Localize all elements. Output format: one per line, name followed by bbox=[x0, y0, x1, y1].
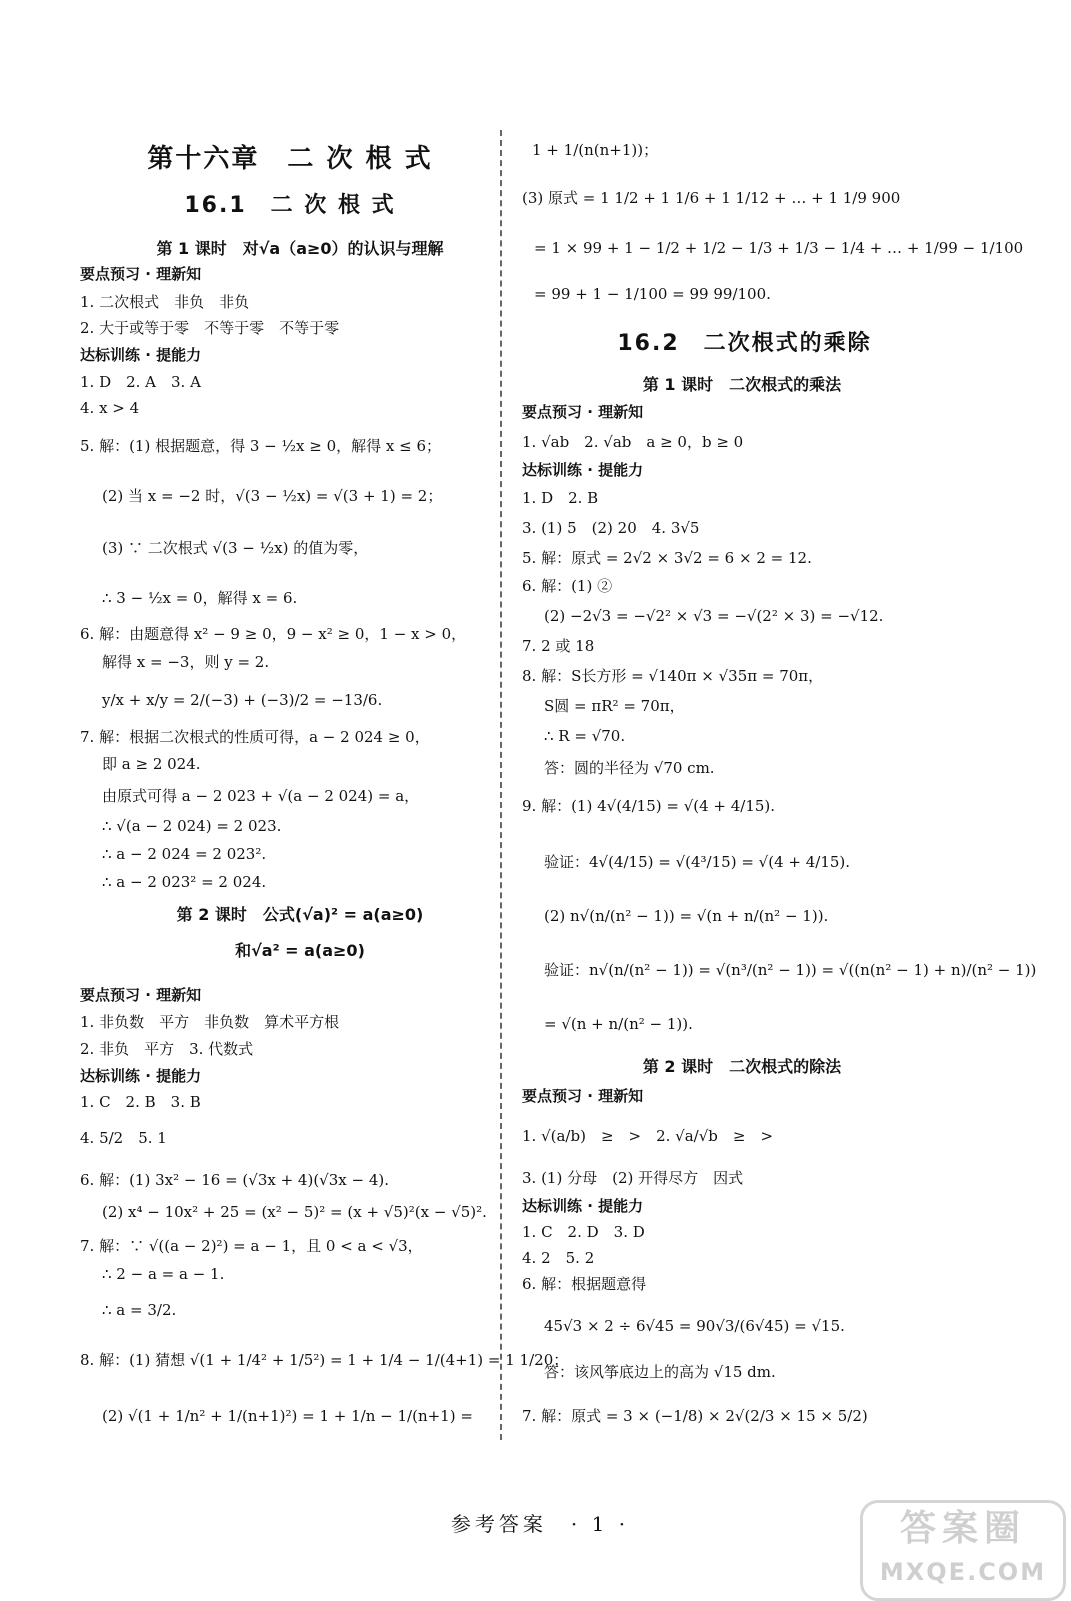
lesson3-answer-7: 7. 2 或 18 bbox=[522, 637, 595, 655]
lesson2-answer-8-line6: = 99 + 1 − 1/100 = 99 99/100. bbox=[534, 285, 771, 303]
lesson1-answer-5-line2: (2) 当 x = −2 时，√(3 − ½x) = √(3 + 1) = 2； bbox=[102, 487, 443, 505]
lesson4-answer-1-3: 1. C 2. D 3. D bbox=[522, 1223, 645, 1241]
lesson1-answer-6-line1: 6. 解：由题意得 x² − 9 ≥ 0，9 − x² ≥ 0，1 − x > 0， bbox=[80, 625, 467, 643]
lesson2-title-line2: 和√a² = a(a≥0) bbox=[235, 941, 365, 960]
lesson1-answer-5-line1: 5. 解：(1) 根据题意，得 3 − ½x ≥ 0，解得 x ≤ 6； bbox=[80, 437, 442, 455]
lesson2-preview-2: 2. 非负 平方 3. 代数式 bbox=[80, 1040, 254, 1058]
lesson1-answer-7-line4: ∴ √(a − 2 024) = 2 023. bbox=[102, 817, 282, 835]
lesson3-answer-9-line3: (2) n√(n/(n² − 1)) = √(n + n/(n² − 1)). bbox=[544, 907, 829, 925]
lesson1-answer-1-3: 1. D 2. A 3. A bbox=[80, 373, 201, 391]
watermark-logo bbox=[860, 1500, 1066, 1601]
lesson2-answer-8-line4: (3) 原式 = 1 1/2 + 1 1/6 + 1 1/12 + … + 1 1/9 900 bbox=[522, 189, 901, 207]
lesson3-answer-6-line1: 6. 解：(1) ② bbox=[522, 577, 613, 595]
lesson4-answer-7: 7. 解：原式 = 3 × (−1/8) × 2√(2/3 × 15 × 5/2) bbox=[522, 1407, 868, 1425]
lesson2-preview-heading: 要点预习 · 理新知 bbox=[80, 986, 202, 1004]
lesson2-answer-6-line2: (2) x⁴ − 10x² + 25 = (x² − 5)² = (x + √5)²(x − √5)². bbox=[102, 1203, 487, 1221]
lesson3-answer-9-line1: 9. 解：(1) 4√(4/15) = √(4 + 4/15). bbox=[522, 797, 776, 815]
section-title-16-2: 16.2 二次根式的乘除 bbox=[617, 331, 872, 356]
watermark-text-top: 答案圈 bbox=[899, 1508, 1026, 1549]
lesson3-answer-8-line3: ∴ R = √70. bbox=[544, 727, 626, 745]
lesson1-answer-5-line4: ∴ 3 − ½x = 0，解得 x = 6. bbox=[102, 589, 298, 607]
lesson3-title: 第 1 课时 二次根式的乘法 bbox=[642, 375, 842, 394]
lesson1-answer-7-line6: ∴ a − 2 023² = 2 024. bbox=[102, 873, 267, 891]
lesson1-answer-7-line2: 即 a ≥ 2 024. bbox=[102, 755, 201, 773]
lesson1-answer-7-line3: 由原式可得 a − 2 023 + √(a − 2 024) = a， bbox=[102, 787, 420, 805]
lesson4-answer-6-line1: 6. 解：根据题意得 bbox=[522, 1275, 647, 1293]
watermark-text-bottom: MXQE.COM bbox=[879, 1558, 1047, 1586]
lesson1-train-heading: 达标训练 · 提能力 bbox=[80, 346, 202, 364]
lesson4-answer-6-line3: 答：该风筝底边上的高为 √15 dm. bbox=[544, 1363, 776, 1381]
page-footer: 参考答案 · 1 · bbox=[450, 1512, 630, 1536]
lesson3-answer-9-line5: = √(n + n/(n² − 1)). bbox=[544, 1015, 693, 1033]
lesson1-preview-1: 1. 二次根式 非负 非负 bbox=[80, 293, 250, 311]
lesson4-preview-3: 3. (1) 分母 (2) 开得尽方 因式 bbox=[522, 1169, 744, 1187]
lesson1-preview-heading: 要点预习 · 理新知 bbox=[80, 265, 202, 283]
lesson3-answer-8-line1: 8. 解：S长方形 = √140π × √35π = 70π， bbox=[522, 667, 824, 685]
column-divider bbox=[500, 130, 502, 1440]
lesson2-answer-8-line1: 8. 解：(1) 猜想 √(1 + 1/4² + 1/5²) = 1 + 1/4 − 1/(4+1) = 1 1/20； bbox=[80, 1351, 569, 1369]
lesson3-preview-1: 1. √ab 2. √ab a ≥ 0，b ≥ 0 bbox=[522, 433, 744, 451]
lesson4-preview-heading: 要点预习 · 理新知 bbox=[522, 1087, 644, 1105]
lesson3-answer-8-line2: S圆 = πR² = 70π， bbox=[544, 697, 685, 715]
lesson3-answer-3-4: 3. (1) 5 (2) 20 4. 3√5 bbox=[522, 519, 700, 537]
lesson1-answer-4: 4. x > 4 bbox=[80, 399, 140, 417]
lesson2-answer-4-5: 4. 5/2 5. 1 bbox=[80, 1129, 167, 1147]
lesson2-answer-1-3: 1. C 2. B 3. B bbox=[80, 1093, 201, 1111]
lesson1-answer-5-line3: (3) ∵ 二次根式 √(3 − ½x) 的值为零， bbox=[102, 539, 369, 557]
lesson4-answer-6-line2: 45√3 × 2 ÷ 6√45 = 90√3/(6√45) = √15. bbox=[544, 1317, 845, 1335]
lesson3-answer-9-line4: 验证：n√(n/(n² − 1)) = √(n³/(n² − 1)) = √((n(n² − 1) + n)/(n² − 1)) bbox=[544, 961, 1037, 979]
lesson2-answer-7-line2: ∴ 2 − a = a − 1. bbox=[102, 1265, 225, 1283]
lesson3-train-heading: 达标训练 · 提能力 bbox=[522, 461, 644, 479]
lesson4-title: 第 2 课时 二次根式的除法 bbox=[642, 1057, 842, 1076]
lesson1-preview-2: 2. 大于或等于零 不等于零 不等于零 bbox=[80, 319, 340, 337]
lesson3-answer-9-line2: 验证：4√(4/15) = √(4³/15) = √(4 + 4/15). bbox=[544, 853, 851, 871]
lesson2-answer-8-line5: = 1 × 99 + 1 − 1/2 + 1/2 − 1/3 + 1/3 − 1/4 + … + 1/99 − 1/100 bbox=[534, 239, 1024, 257]
lesson2-answer-6-line1: 6. 解：(1) 3x² − 16 = (√3x + 4)(√3x − 4). bbox=[80, 1171, 390, 1189]
lesson2-answer-8-line2: (2) √(1 + 1/n² + 1/(n+1)²) = 1 + 1/n − 1/(n+1) = bbox=[102, 1407, 473, 1425]
lesson4-train-heading: 达标训练 · 提能力 bbox=[522, 1197, 644, 1215]
lesson1-answer-6-line3: y/x + x/y = 2/(−3) + (−3)/2 = −13/6. bbox=[102, 691, 383, 709]
lesson3-answer-5: 5. 解：原式 = 2√2 × 3√2 = 6 × 2 = 12. bbox=[522, 549, 812, 567]
lesson3-answer-6-line2: (2) −2√3 = −√2² × √3 = −√(2² × 3) = −√12. bbox=[544, 607, 884, 625]
chapter-title: 第十六章 二 次 根 式 bbox=[147, 144, 433, 174]
lesson2-answer-8-line3: 1 + 1/(n(n+1))； bbox=[532, 141, 659, 159]
lesson1-answer-6-line2: 解得 x = −3，则 y = 2. bbox=[102, 653, 270, 671]
lesson4-preview-1: 1. √(a/b) ≥ > 2. √a/√b ≥ > bbox=[522, 1127, 774, 1145]
section-title-16-1: 16.1 二 次 根 式 bbox=[184, 193, 396, 218]
lesson3-answer-1-2: 1. D 2. B bbox=[522, 489, 599, 507]
lesson4-answer-4-5: 4. 2 5. 2 bbox=[522, 1249, 595, 1267]
lesson1-answer-7-line1: 7. 解：根据二次根式的性质可得，a − 2 024 ≥ 0， bbox=[80, 728, 430, 746]
lesson2-answer-7-line1: 7. 解：∵ √((a − 2)²) = a − 1，且 0 < a < √3， bbox=[80, 1237, 423, 1255]
lesson1-answer-7-line5: ∴ a − 2 024 = 2 023². bbox=[102, 845, 267, 863]
lesson2-train-heading: 达标训练 · 提能力 bbox=[80, 1067, 202, 1085]
lesson2-title-line1: 第 2 课时 公式(√a)² = a(a≥0) bbox=[176, 905, 424, 924]
lesson2-answer-7-line3: ∴ a = 3/2. bbox=[102, 1301, 177, 1319]
lesson3-preview-heading: 要点预习 · 理新知 bbox=[522, 403, 644, 421]
lesson1-title: 第 1 课时 对√a（a≥0）的认识与理解 bbox=[156, 239, 444, 258]
lesson3-answer-8-line4: 答：圆的半径为 √70 cm. bbox=[544, 759, 715, 777]
lesson2-preview-1: 1. 非负数 平方 非负数 算术平方根 bbox=[80, 1013, 340, 1031]
